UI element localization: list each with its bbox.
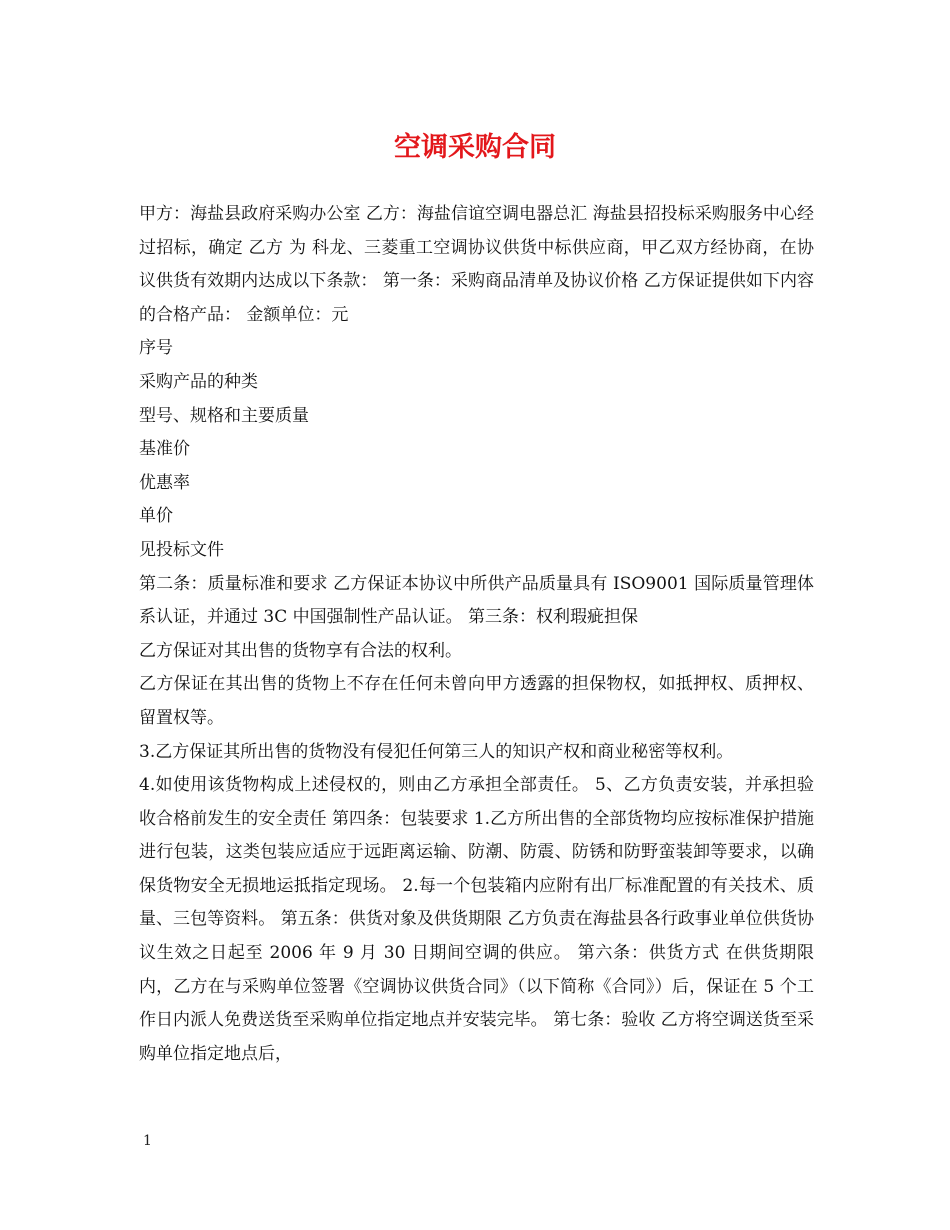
paragraph-parties: 甲方：海盐县政府采购办公室 乙方：海盐信谊空调电器总汇 海盐县招投标采购服务中心经过招标，确定 乙方 为 科龙、三菱重工空调协议供货中标供应商，甲乙双方经协商，在协议供货有效期内达成以下条款： 第一条：采购商品清单及协议价格 乙方保证提供如下内容的合格产品： 金额单位：元 xyxy=(139,204,814,325)
table-header-unit-price: 单价 xyxy=(139,506,173,527)
paragraph-quality: 第二条：质量标准和要求 乙方保证本协议中所供产品质量具有 ISO9001 国际质量管理体系认证，并通过 3C 中国强制性产品认证。 第三条：权利瑕疵担保 xyxy=(139,573,814,628)
table-header-discount: 优惠率 xyxy=(139,472,190,493)
page-number: 1 xyxy=(143,1133,152,1149)
table-header-model: 型号、规格和主要质量 xyxy=(139,405,309,426)
paragraph-security-interest: 乙方保证在其出售的货物上不存在任何未曾向甲方透露的担保物权，如抵押权、质押权、留置权等。 xyxy=(139,674,814,728)
paragraph-terms: 4.如使用该货物构成上述侵权的，则由乙方承担全部责任。 5、乙方负责安装，并承担验收合格前发生的安全责任 第四条：包装要求 1.乙方所出售的全部货物均应按标准保护措施进行包装，这类包装应适应于远距离运输、防潮、防震、防锈和防野蛮装卸等要求，以确保货物安全无损地运抵指定现场。 2.每一个包装箱内应附有出厂标准配置的有关技术、质量、三包等资料。 第五条：供货对象及供货期限 乙方负责在海盐县各行政事业单位供货协议生效之日起至 2006 年 9 月 30 日期间空调的供应。 第六条：供货方式 在供货期限内，乙方在与采购单位签署《空调协议供货合同》（以下简称《合同》）后，保证在 5 个工作日内派人免费送货至采购单位指定地点并安装完毕。 第七条：验收 乙方将空调送货至采购单位指定地点后， xyxy=(139,775,814,1064)
paragraph-ip: 3.乙方保证其所出售的货物没有侵犯任何第三人的知识产权和商业秘密等权利。 xyxy=(139,741,734,762)
table-header-category: 采购产品的种类 xyxy=(139,371,258,392)
document-title: 空调采购合同 xyxy=(394,132,556,163)
table-cell-see-bid: 见投标文件 xyxy=(139,539,224,560)
table-header-base-price: 基准价 xyxy=(139,439,190,460)
document-body xyxy=(139,198,814,1071)
table-header-serial: 序号 xyxy=(139,338,173,359)
paragraph-rights: 乙方保证对其出售的货物享有合法的权利。 xyxy=(139,640,462,661)
